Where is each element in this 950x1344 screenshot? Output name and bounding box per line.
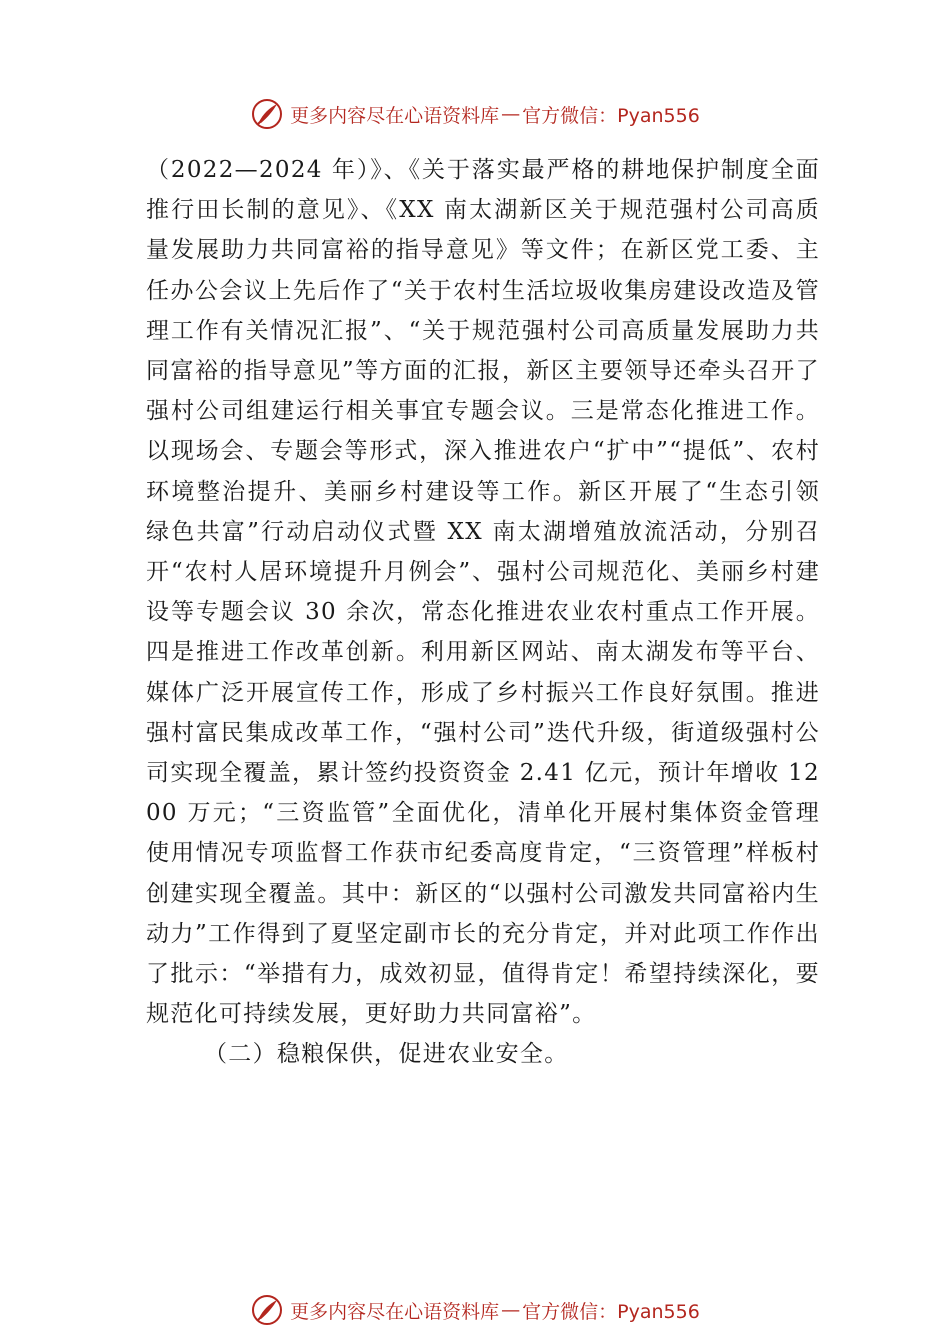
document-body [146,150,820,1075]
body-paragraph: （2022—2024 年）》、《关于落实最严格的耕地保护制度全面推行田长制的意见》、《XX 南太湖新区关于规范强村公司高质量发展助力共同富裕的指导意见》等文件；在新区党工委、主任办公会议上先后作了“关于农村生活垃圾收集房建设改造及管理工作有关情况汇报”、“关于规范强村公司高质量发展助力共同富裕的指导意见”等方面的汇报，新区主要领导还牵头召开了强村公司组建运行相关事宜专题会议。三是常态化推进工作。以现场会、专题会等形式，深入推进农户“扩中”“提低”、农村环境整治提升、美丽乡村建设等工作。新区开展了“生态引领 绿色共富”行动启动仪式暨 XX 南太湖增殖放流活动，分别召开“农村人居环境提升月例会”、强村公司规范化、美丽乡村建设等专题会议 30 余次，常态化推进农业农村重点工作开展。四是推进工作改革创新。利用新区网站、南太湖发布等平台、媒体广泛开展宣传工作，形成了乡村振兴工作良好氛围。推进强村富民集成改革工作，“强村公司”迭代升级，街道级强村公司实现全覆盖，累计签约投资资金 2.41 亿元，预计年增收 1200 万元；“三资监管”全面优化，清单化开展村集体资金管理使用情况专项监督工作获市纪委高度肯定，“三资管理”样板村创建实现全覆盖。其中：新区的“以强村公司激发共同富裕内生动力”工作得到了夏坚定副市长的充分肯定，并对此项工作作出了批示：“举措有力，成效初显，值得肯定！希望持续深化，要规范化可持续发展，更好助力共同富裕”。 [146,157,820,1028]
header-watermark [0,94,950,134]
watermark-contact-text: 官方微信：Pyan556 [522,1300,700,1323]
quill-logo-icon [250,97,284,131]
watermark-site-text: 更多内容尽在心语资料库 [290,1300,500,1323]
watermark-separator: — [501,1299,521,1321]
watermark-separator: — [501,103,521,125]
section-heading: （二）稳粮保供，促进农业安全。 [204,1041,569,1068]
watermark-contact-text: 官方微信：Pyan556 [522,104,700,127]
watermark-site-text: 更多内容尽在心语资料库 [290,104,500,127]
quill-logo-icon [250,1293,284,1327]
footer-watermark [0,1290,950,1330]
